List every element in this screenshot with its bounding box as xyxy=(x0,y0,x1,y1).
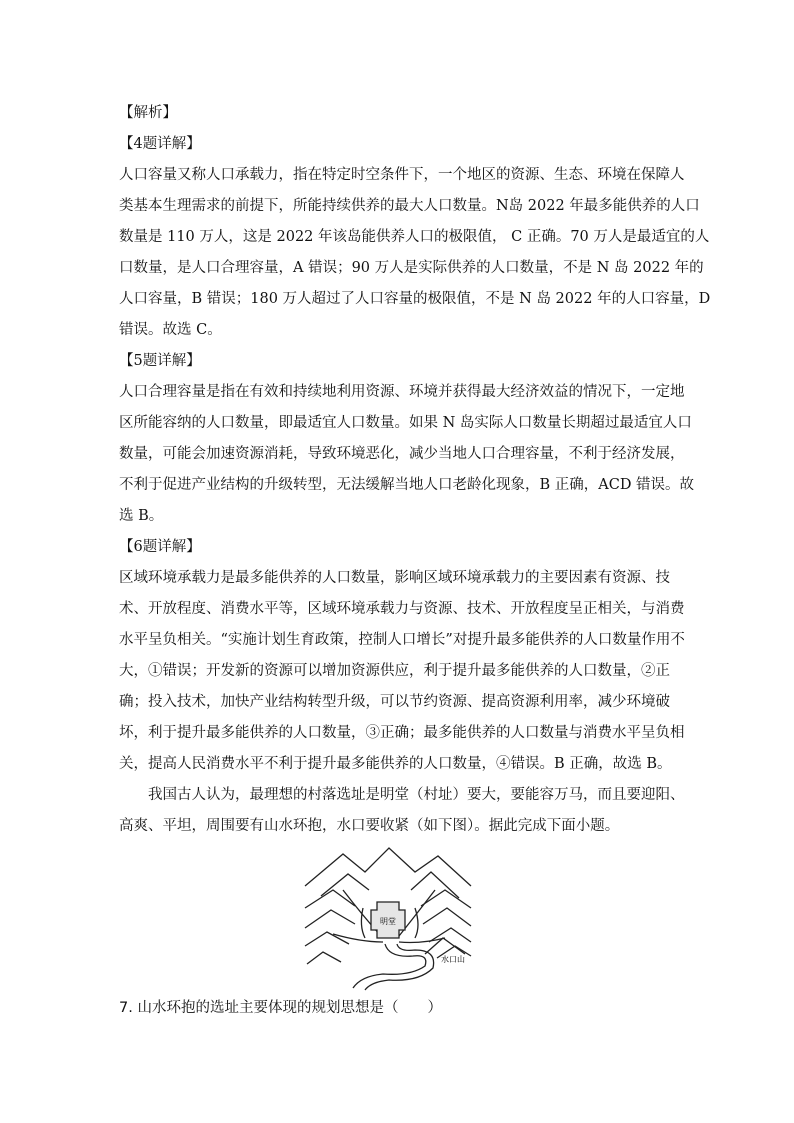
village-site-diagram xyxy=(303,846,473,992)
q4-line: 数量是 110 万人，这是 2022 年该岛能供养人口的极限值， C 正确。70 万人是最适宜的人 xyxy=(119,229,710,245)
q4-line: 人口容量又称人口承载力，指在特定时空条件下，一个地区的资源、生态、环境在保障人 xyxy=(119,167,685,183)
q5-line: 人口合理容量是指在有效和持续地利用资源、环境并获得最大经济效益的情况下，一定地 xyxy=(119,384,685,400)
q5-line: 数量，可能会加速资源消耗，导致环境恶化，减少当地人口合理容量，不利于经济发展， xyxy=(119,446,685,462)
q6-line: 区域环境承载力是最多能供养的人口数量，影响区域环境承载力的主要因素有资源、技 xyxy=(119,570,670,586)
q6-line: 水平呈负相关。“实施计划生育政策，控制人口增长”对提升最多能供养的人口数量作用不 xyxy=(119,632,685,648)
q4-heading: 【4题详解】 xyxy=(119,136,201,152)
q5-line: 不利于促进产业结构的升级转型，无法缓解当地人口老龄化现象，B 正确，ACD 错误。故 xyxy=(119,477,695,493)
q6-line: 关，提高人民消费水平不利于提升最多能供养的人口数量，④错误。B 正确，故选 B。 xyxy=(119,756,672,772)
q6-heading: 【6题详解】 xyxy=(119,539,201,555)
q5-line: 选 B。 xyxy=(119,508,164,524)
analysis-content xyxy=(119,98,711,842)
q6-line: 坏，利于提升最多能供养的人口数量，③正确；最多能供养的人口数量与消费水平呈负相 xyxy=(119,725,685,741)
q4-line: 错误。故选 C。 xyxy=(119,322,222,338)
site-label: 明堂 xyxy=(380,917,396,926)
question-7: 7. 山水环抱的选址主要体现的规划思想是（ ） xyxy=(119,1000,442,1016)
q4-line: 类基本生理需求的前提下，所能持续供养的最大人口数量。N岛 2022 年最多能供养的人口 xyxy=(119,198,700,214)
q5-line: 区所能容纳的人口数量，即最适宜人口数量。如果 N 岛实际人口数量长期超过最适宜人口 xyxy=(119,415,692,431)
intro-line: 高爽、平坦，周围要有山水环抱，水口要收紧（如下图）。据此完成下面小题。 xyxy=(119,818,620,834)
q6-line: 大，①错误；开发新的资源可以增加资源供应，利于提升最多能供养的人口数量，②正 xyxy=(119,663,670,679)
analysis-title: 【解析】 xyxy=(119,105,177,121)
water-mouth-label: 水口山 xyxy=(441,955,465,964)
q6-line: 确；投入技术，加快产业结构转型升级，可以节约资源、提高资源利用率，减少环境破 xyxy=(119,694,670,710)
q6-line: 术、开放程度、消费水平等，区域环境承载力与资源、技术、开放程度呈正相关，与消费 xyxy=(119,601,685,617)
intro-line: 我国古人认为，最理想的村落选址是明堂（村址）要大，要能容万马，而且要迎阳、 xyxy=(148,787,685,803)
q5-heading: 【5题详解】 xyxy=(119,353,201,369)
q4-line: 人口容量，B 错误；180 万人超过了人口容量的极限值，不是 N 岛 2022 年的人口容量，D xyxy=(119,291,711,307)
q4-line: 口数量，是人口合理容量，A 错误；90 万人是实际供养的人口数量，不是 N 岛 2022 年的 xyxy=(119,260,704,276)
